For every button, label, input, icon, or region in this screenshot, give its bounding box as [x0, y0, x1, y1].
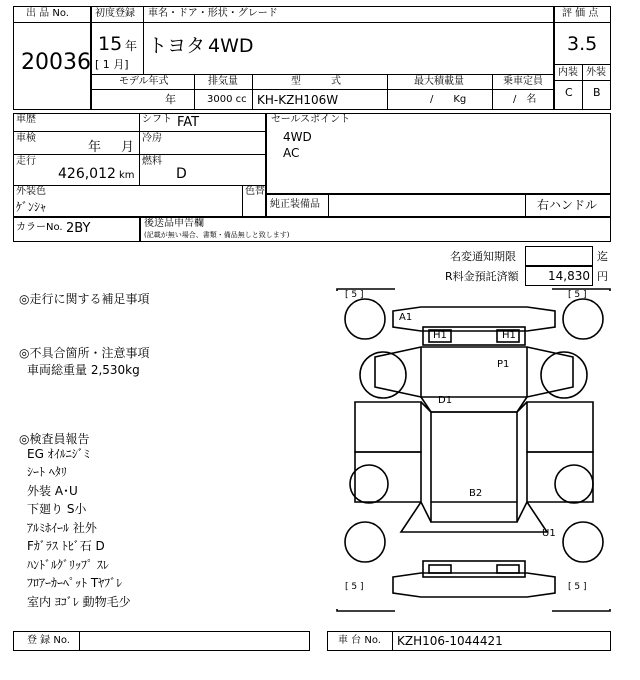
inspector-report-heading: ◎検査員報告 — [19, 432, 90, 446]
registration-number-label: 登 録 No. — [27, 635, 70, 646]
diagram-corner-label: [ 5 ] — [568, 290, 587, 300]
exterior-color-label: 外装色 — [16, 186, 46, 197]
color-number-label: カラーNo. — [16, 222, 63, 233]
exterior-grade-label: 外装 — [586, 67, 606, 78]
documents-label: 後送品申告欄 — [144, 218, 204, 229]
inspector-report-line: 下廻り S小 — [27, 502, 87, 516]
inspector-report-line: ｱﾙﾐﾎｲｰﾙ 社外 — [27, 521, 97, 535]
divider — [13, 131, 266, 132]
car-name: トヨタ — [148, 35, 206, 57]
sales-point-label: セールスポイント — [271, 114, 351, 125]
score-label: 評 価 点 — [562, 8, 599, 19]
divider — [91, 89, 554, 90]
history-label: 車歴 — [16, 114, 36, 125]
damage-mark: U1 — [542, 528, 556, 539]
inspector-report-line: ﾊﾝﾄﾞﾙｸﾞﾘｯﾌﾟ ｽﾚ — [27, 558, 109, 572]
model-type-label: 型 式 — [291, 76, 341, 87]
displacement-value: 3000 cc — [207, 94, 247, 105]
sales-point-item: AC — [283, 146, 300, 160]
fuel-label: 燃料 — [142, 156, 162, 167]
capacity-value: / 名 — [513, 94, 537, 105]
max-load-label: 最大積載量 — [414, 76, 464, 87]
genuine-equipment-label: 純正装備品 — [270, 199, 320, 210]
driving-notes-heading: ◎走行に関する補足事項 — [19, 292, 150, 306]
divider — [91, 22, 554, 23]
interior-grade: C — [565, 86, 573, 99]
score-value: 3.5 — [567, 33, 598, 55]
inspection-year: 年 — [88, 140, 102, 155]
first-registration-year: 15 — [98, 33, 123, 55]
mileage-unit: km — [119, 170, 135, 181]
divider — [91, 74, 554, 75]
diagram-corner-label: [ 5 ] — [568, 582, 587, 592]
ac-label: 冷房 — [142, 133, 162, 144]
divider — [13, 185, 266, 186]
chassis-number-label: 車 台 No. — [338, 635, 381, 646]
exterior-grade: B — [593, 86, 601, 99]
capacity-label: 乗車定員 — [503, 76, 543, 87]
lot-number-label: 出 品 No. — [26, 8, 69, 19]
divider — [492, 74, 493, 110]
deadline-box — [525, 246, 593, 266]
inspection-label: 車検 — [16, 133, 36, 144]
divider — [242, 185, 243, 217]
divider — [582, 64, 583, 110]
diagram-corner-label: [ 5 ] — [345, 582, 364, 592]
defect-item: 車両総重量 2,530kg — [27, 363, 140, 377]
shift-value: FAT — [177, 115, 200, 130]
chassis-number-value: KZH106-1044421 — [397, 634, 503, 648]
recycle-fee-amount: 14,830 — [548, 269, 590, 283]
divider — [387, 74, 388, 110]
divider — [252, 74, 253, 110]
inspector-report-line: ﾌﾛｱｰｶｰﾍﾟｯﾄ Tﾔﾌﾞﾚ — [27, 576, 123, 590]
divider — [392, 631, 393, 651]
mileage-value: 426,012 — [58, 166, 116, 182]
model-type-value: KH-KZH106W — [257, 93, 339, 107]
recycle-fee-label: R料金預託済額 — [445, 270, 519, 283]
damage-mark: D1 — [438, 395, 453, 406]
diagram-corner-label: [ 5 ] — [345, 290, 364, 300]
max-load-value: / Kg — [430, 94, 467, 105]
vehicle-damage-diagram — [335, 287, 612, 614]
divider — [554, 22, 611, 23]
divider — [79, 631, 80, 651]
model-year-unit: 年 — [165, 93, 176, 106]
defects-heading: ◎不具合箇所・注意事項 — [19, 346, 150, 360]
shift-label: シフト — [142, 114, 172, 125]
car-name-label: 車名・ドア・形状・グレード — [148, 8, 278, 19]
deadline-suffix: 迄 — [597, 250, 608, 263]
inspector-report-line: EG ｵｲﾙﾆｼﾞﾐ — [27, 447, 90, 461]
inspection-month: 月 — [121, 140, 135, 155]
inspector-report-line: Fｶﾞﾗｽ ﾄﾋﾞ石 D — [27, 539, 105, 553]
damage-mark: H1 — [502, 330, 516, 341]
divider — [143, 6, 144, 74]
car-grade: 4WD — [208, 35, 254, 57]
documents-note: (記載が無い場合、書類・備品無しと致します) — [144, 231, 290, 239]
steering-position: 右ハンドル — [537, 198, 598, 212]
mileage-label: 走行 — [16, 156, 36, 167]
divider — [525, 194, 526, 217]
recycle-fee-unit: 円 — [597, 270, 608, 283]
model-year-label: モデル年式 — [119, 76, 169, 87]
divider — [139, 113, 140, 185]
sales-point-item: 4WD — [283, 130, 312, 144]
displacement-label: 排気量 — [208, 76, 238, 87]
interior-grade-label: 内装 — [558, 67, 578, 78]
divider — [328, 194, 329, 217]
sales-point-box — [266, 113, 611, 194]
fuel-value: D — [176, 166, 187, 182]
damage-mark: B2 — [469, 488, 483, 499]
year-unit: 年 — [125, 39, 138, 53]
inspector-report-line: 室内 ﾖｺﾞﾚ 動物毛少 — [27, 595, 131, 609]
lot-number: 20036 — [21, 50, 91, 75]
first-registration-month: [ 1 月] — [95, 58, 129, 71]
inspector-report-line: 外装 A･U — [27, 484, 78, 498]
divider — [194, 74, 195, 110]
divider — [13, 22, 91, 23]
exterior-color-value: ｹﾞﾝｼｬ — [16, 200, 47, 214]
damage-mark: A1 — [399, 312, 413, 323]
color-number-value: 2BY — [66, 221, 91, 236]
recolor-label: 色替 — [245, 186, 265, 197]
first-registration-label: 初度登録 — [95, 8, 135, 19]
inspector-report-line: ｼｰﾄ ﾍﾀﾘ — [27, 465, 67, 479]
damage-mark: H1 — [433, 330, 447, 341]
deadline-label: 名変通知期限 — [450, 250, 516, 263]
damage-mark: P1 — [497, 359, 510, 370]
divider — [13, 154, 266, 155]
